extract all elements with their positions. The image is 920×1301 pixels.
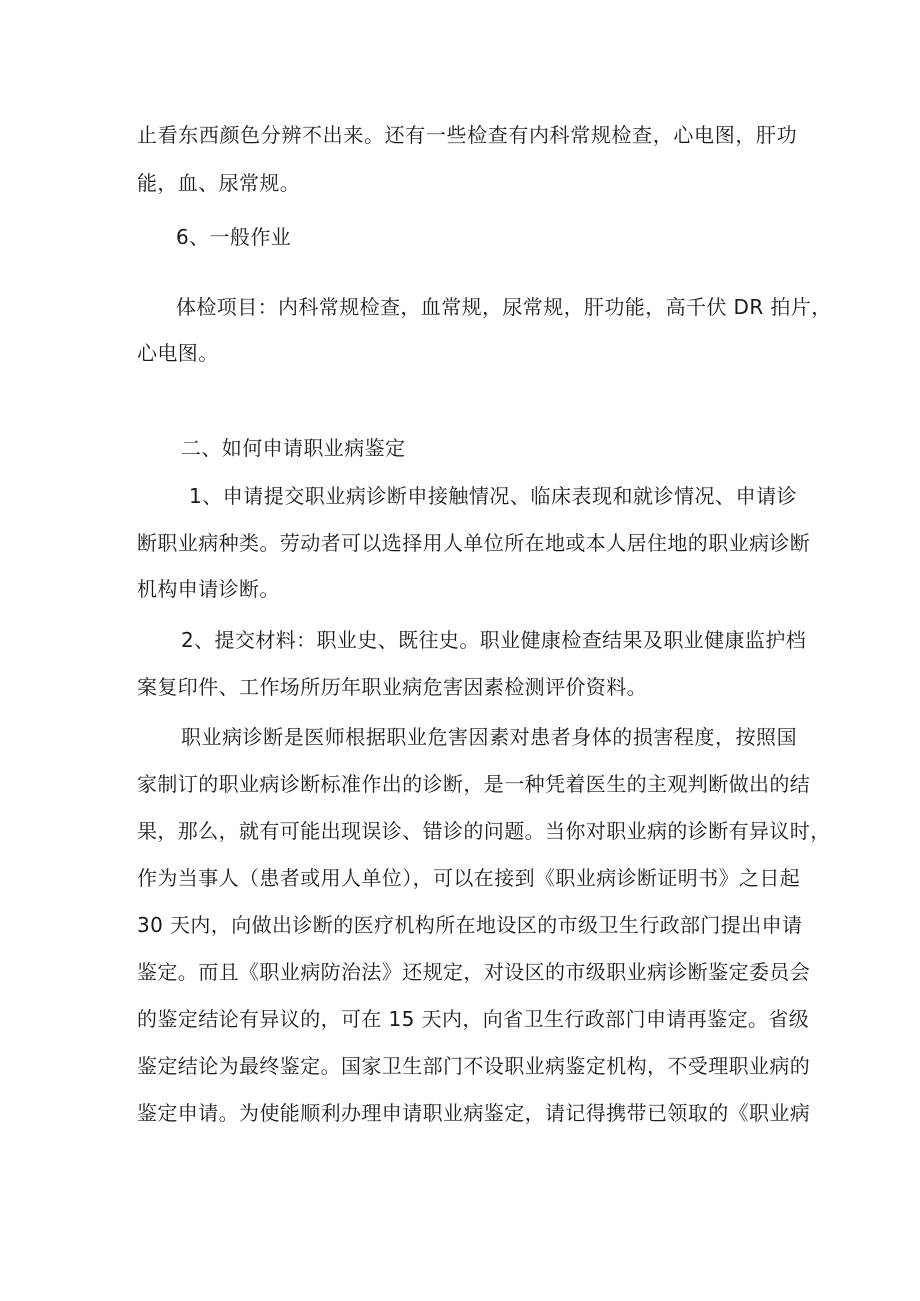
text-line: 作为当事人（患者或用人单位），可以在接到《职业病诊断证明书》之日起	[137, 866, 801, 890]
text-line: 机构申请诊断。	[137, 577, 280, 601]
text-line: 鉴定申请。为使能顺利办理申请职业病鉴定，请记得携带已领取的《职业病	[137, 1101, 811, 1125]
text-line: 鉴定结论为最终鉴定。国家卫生部门不设职业病鉴定机构，不受理职业病的	[137, 1054, 811, 1078]
section-heading: 二、如何申请职业病鉴定	[181, 436, 406, 460]
text-line: 家制订的职业病诊断标准作出的诊断，是一种凭着医生的主观判断做出的结	[137, 772, 811, 796]
text-line: 果，那么，就有可能出现误诊、错诊的问题。当你对职业病的诊断有异议时，	[137, 819, 831, 843]
text-line: 鉴定。而且《职业病防治法》还规定，对设区的市级职业病诊断鉴定委员会	[137, 960, 811, 984]
text-line: 职业病诊断是医师根据职业危害因素对患者身体的损害程度，按照国	[181, 725, 797, 749]
text-line: 2、提交材料：职业史、既往史。职业健康检查结果及职业健康监护档	[181, 628, 807, 652]
section-heading: 6、一般作业	[176, 225, 292, 249]
text-line: 体检项目：内科常规检查，血常规，尿常规，肝功能，高千伏 DR 拍片，	[176, 295, 832, 319]
text-line: 心电图。	[137, 341, 219, 365]
text-line: 案复印件、工作场所历年职业病危害因素检测评价资料。	[137, 675, 647, 699]
text-line: 的鉴定结论有异议的，可在 15 天内，向省卫生行政部门申请再鉴定。省级	[137, 1007, 810, 1031]
text-line: 止看东西颜色分辨不出来。还有一些检查有内科常规检查，心电图，肝功	[137, 123, 797, 147]
text-line: 30 天内，向做出诊断的医疗机构所在地设区的市级卫生行政部门提出申请	[137, 913, 803, 937]
text-line: 断职业病种类。劳动者可以选择用人单位所在地或本人居住地的职业病诊断	[137, 531, 811, 555]
text-line: 能，血、尿常规。	[137, 171, 301, 195]
text-line: 1、申请提交职业病诊断申接触情况、临床表现和就诊情况、申请诊	[189, 484, 797, 508]
